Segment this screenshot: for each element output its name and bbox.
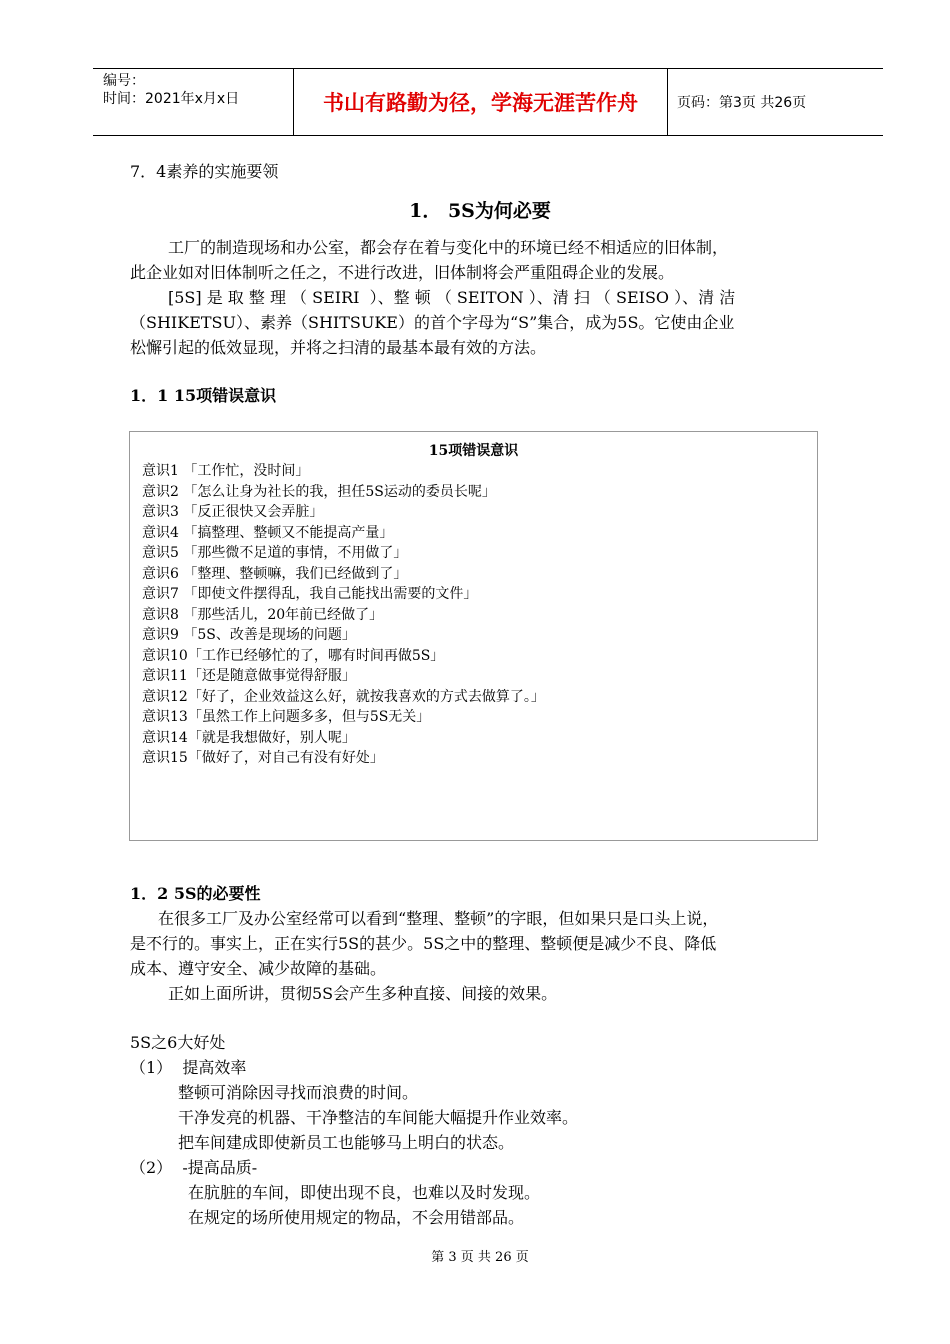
section-1-2-title: 1．2 5S的必要性 — [130, 884, 261, 903]
list-item: 意识13「虽然工作上问题多多，但与5S无关」 — [142, 709, 431, 725]
benefit-2-line: 在肮脏的车间，即使出现不良，也难以及时发现。 — [188, 1183, 541, 1202]
header-motto: 书山有路勤为径，学海无涯苦作舟 — [294, 69, 668, 135]
s1-para1-line2: 此企业如对旧体制听之任之，不进行改进，旧体制将会严重阻碍企业的发展。 — [130, 263, 675, 282]
list-item: 意识9 「5S、改善是现场的问题」 — [142, 627, 356, 643]
list-item: 意识4 「搞整理、整顿又不能提高产量」 — [142, 524, 394, 541]
benefit-1-label: （1） 提高效率 — [130, 1058, 247, 1077]
benefit-2-label: （2） -提高品质- — [130, 1158, 258, 1177]
errors-box — [129, 431, 818, 841]
errors-box-title: 15项错误意识 — [428, 443, 519, 459]
s12-para1-line2: 是不行的。事实上，正在实行5S的甚少。5S之中的整理、整顿便是减少不良、降低 — [130, 934, 717, 953]
s1-para2-line2: （SHIKETSU）、素养（SHITSUKE）的首个字母为“S”集合，成为5S。它使由企业 — [130, 313, 735, 332]
header-page-info: 页码：第3页 共26页 — [677, 95, 807, 111]
time-label: 时间：2021年x月x日 — [103, 91, 240, 107]
section-1-title: 1． 5S为何必要 — [409, 200, 551, 222]
list-item: 意识7 「即使文件摆得乱，我自己能找出需要的文件」 — [142, 586, 478, 602]
list-item: 意识8 「那些活儿，20年前已经做了」 — [142, 606, 384, 623]
benefits-title: 5S之6大好处 — [130, 1033, 226, 1052]
list-item: 意识15「做好了，对自己有没有好处」 — [142, 750, 384, 766]
benefit-1-line: 整顿可消除因寻找而浪费的时间。 — [178, 1083, 419, 1102]
list-item: 意识1 「工作忙，没时间」 — [142, 463, 310, 479]
page-footer: 第 3 页 共 26 页 — [431, 1250, 529, 1265]
errors-list — [142, 461, 545, 769]
benefit-2-line: 在规定的场所使用规定的物品，不会用错部品。 — [188, 1208, 525, 1227]
s1-para2-line1: [5S] 是 取 整 理 （ SEIRI ）、整 顿 （ SEITON ）、清 扫 （ SEISO ）、清 洁 — [168, 288, 736, 307]
s12-para1-line3: 成本、遵守安全、减少故障的基础。 — [130, 959, 387, 978]
header-meta — [93, 69, 294, 135]
list-item: 意识12「好了，企业效益这么好，就按我喜欢的方式去做算了。」 — [142, 688, 545, 705]
page-header — [93, 68, 883, 136]
code-label: 编号： — [103, 73, 145, 89]
s12-para1-line1: 在很多工厂及办公室经常可以看到“整理、整顿”的字眼，但如果只是口头上说， — [158, 909, 719, 928]
list-item: 意识5 「那些微不足道的事情，不用做了」 — [142, 545, 408, 561]
toc-line: 7．4素养的实施要领 — [130, 162, 279, 181]
benefit-1-line: 把车间建成即使新员工也能够马上明白的状态。 — [178, 1133, 515, 1152]
list-item: 意识3 「反正很快又会弄脏」 — [142, 504, 324, 520]
list-item: 意识2 「怎么让身为社长的我，担任5S运动的委员长呢」 — [142, 483, 496, 500]
section-1-1-title: 1．1 15项错误意识 — [130, 386, 277, 405]
s1-para2-line3: 松懈引起的低效显现，并将之扫清的最基本最有效的方法。 — [130, 338, 547, 357]
list-item: 意识11「还是随意做事觉得舒服」 — [142, 668, 356, 684]
list-item: 意识6 「整理、整顿嘛，我们已经做到了」 — [142, 565, 408, 582]
s12-para2: 正如上面所讲，贯彻5S会产生多种直接、间接的效果。 — [168, 984, 558, 1003]
list-item: 意识14「就是我想做好，别人呢」 — [142, 729, 356, 746]
list-item: 意识10「工作已经够忙的了，哪有时间再做5S」 — [142, 647, 445, 664]
s1-para1-line1: 工厂的制造现场和办公室，都会存在着与变化中的环境已经不相适应的旧体制， — [168, 238, 729, 257]
benefit-1-line: 干净发亮的机器、干净整洁的车间能大幅提升作业效率。 — [178, 1108, 579, 1127]
